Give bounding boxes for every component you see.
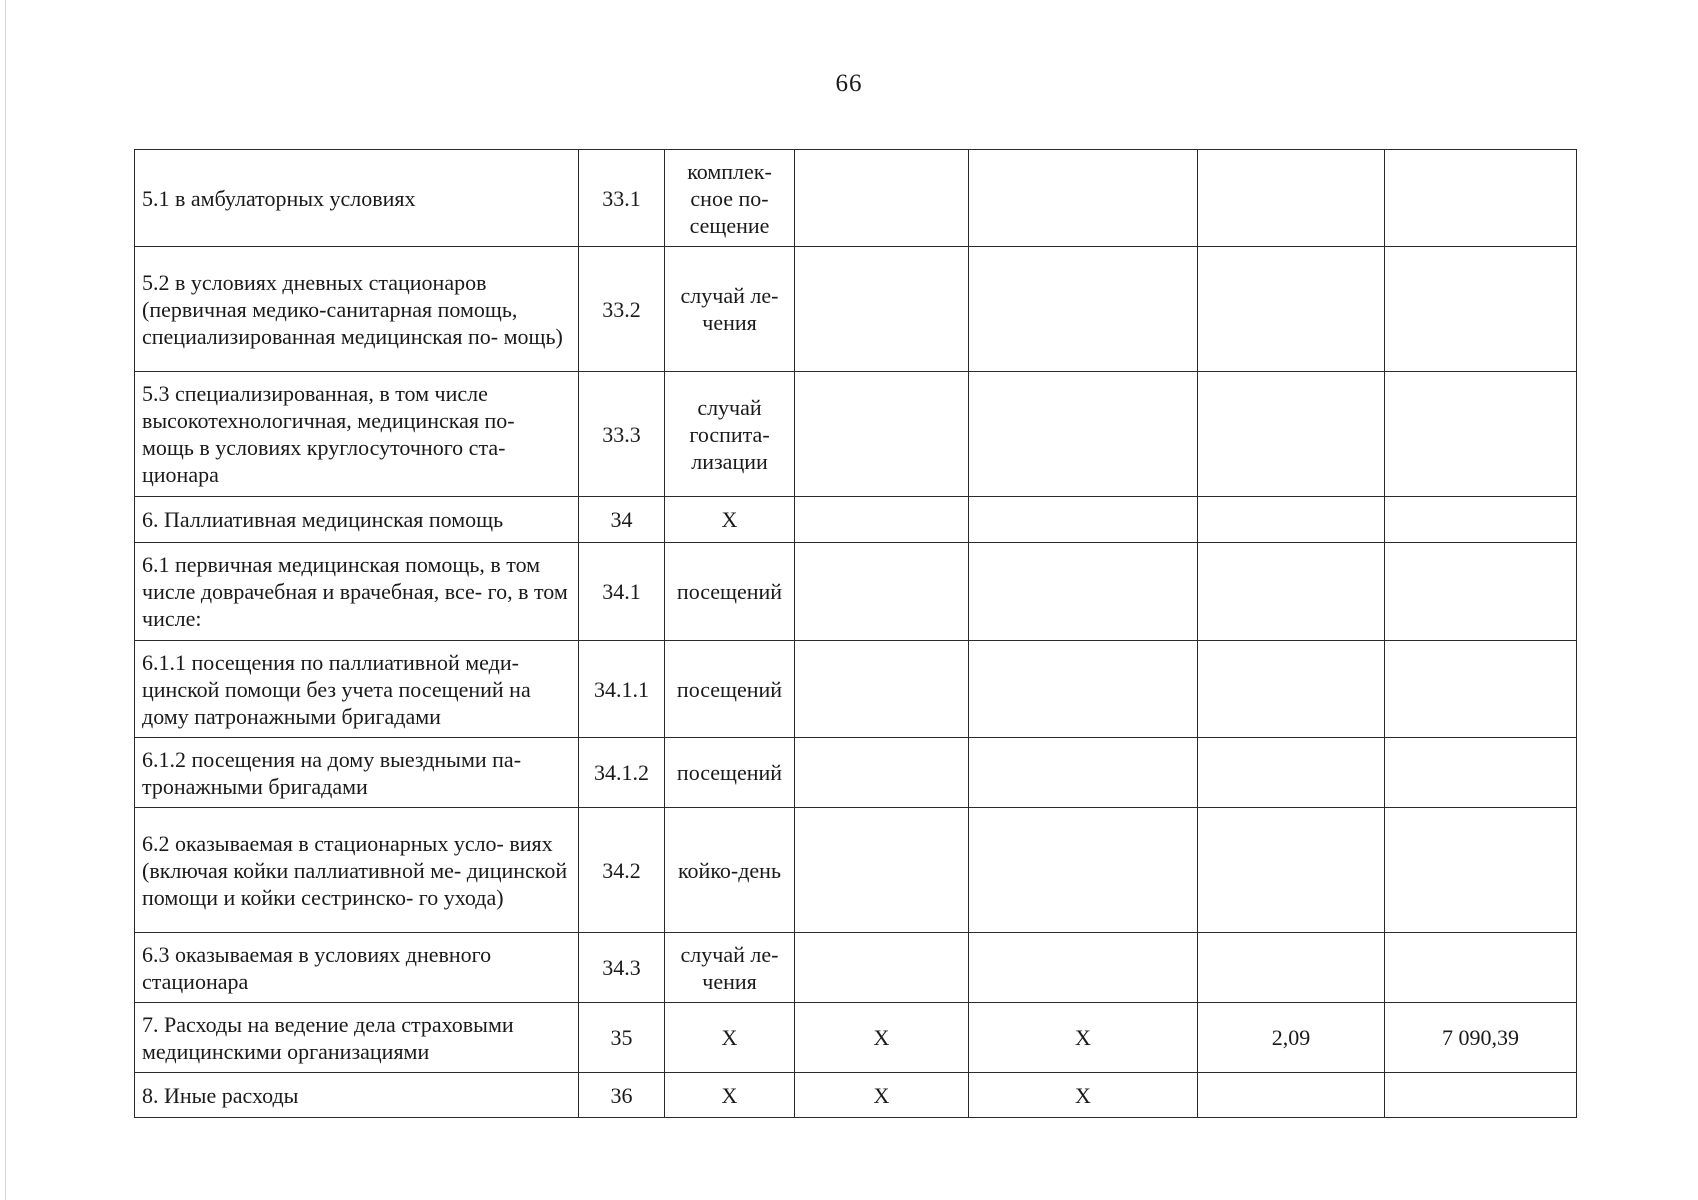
row-unit-cell: койко-день <box>665 808 795 933</box>
row-value-3-cell <box>1198 247 1385 372</box>
row-value-3-cell <box>1198 641 1385 738</box>
table-row <box>135 933 1577 1003</box>
row-value-2-cell <box>969 641 1198 738</box>
row-value-3-cell <box>1198 497 1385 543</box>
row-value-2-cell <box>969 933 1198 1003</box>
row-code-cell: 33.2 <box>579 247 665 372</box>
row-value-3-cell <box>1198 933 1385 1003</box>
row-name-cell: 5.1 в амбулаторных условиях <box>135 150 579 247</box>
row-code-cell: 34 <box>579 497 665 543</box>
row-value-2-cell <box>969 150 1198 247</box>
row-code-cell: 34.1.1 <box>579 641 665 738</box>
row-unit-cell: X <box>665 497 795 543</box>
row-value-4-cell <box>1385 738 1577 808</box>
scan-edge-line <box>5 0 6 1200</box>
row-unit-cell: комплек- сное по- сещение <box>665 150 795 247</box>
table-row <box>135 543 1577 641</box>
table-row <box>135 150 1577 247</box>
row-name-cell: 8. Иные расходы <box>135 1073 579 1118</box>
row-value-3-cell <box>1198 150 1385 247</box>
row-unit-cell: посещений <box>665 738 795 808</box>
row-name-cell: 6.2 оказываемая в стационарных усло- виях (включая койки паллиативной ме- дицинской помощи и койки сестринско- го ухода) <box>135 808 579 933</box>
table-row <box>135 641 1577 738</box>
row-value-4-cell <box>1385 1073 1577 1118</box>
table-row <box>135 738 1577 808</box>
row-code-cell: 34.3 <box>579 933 665 1003</box>
row-value-3-cell: 2,09 <box>1198 1003 1385 1073</box>
row-value-2-cell <box>969 543 1198 641</box>
row-unit-cell: случай ле- чения <box>665 247 795 372</box>
row-value-3-cell <box>1198 738 1385 808</box>
row-value-3-cell <box>1198 808 1385 933</box>
row-unit-cell: X <box>665 1003 795 1073</box>
row-code-cell: 33.3 <box>579 372 665 497</box>
row-code-cell: 35 <box>579 1003 665 1073</box>
row-code-cell: 33.1 <box>579 150 665 247</box>
row-value-2-cell <box>969 372 1198 497</box>
table-row <box>135 1003 1577 1073</box>
row-value-1-cell <box>795 808 969 933</box>
row-name-cell: 6.1.1 посещения по паллиативной меди- цинской помощи без учета посещений на дому патронажными бригадами <box>135 641 579 738</box>
row-value-1-cell <box>795 543 969 641</box>
row-value-4-cell <box>1385 808 1577 933</box>
row-value-4-cell <box>1385 150 1577 247</box>
table-row <box>135 372 1577 497</box>
row-value-1-cell <box>795 372 969 497</box>
row-value-1-cell <box>795 738 969 808</box>
row-value-4-cell <box>1385 247 1577 372</box>
row-code-cell: 34.1 <box>579 543 665 641</box>
row-value-2-cell: X <box>969 1003 1198 1073</box>
row-value-1-cell: X <box>795 1073 969 1118</box>
row-value-1-cell <box>795 247 969 372</box>
row-name-cell: 5.3 специализированная, в том числе высокотехнологичная, медицинская по- мощь в условиях круглосуточного ста- ционара <box>135 372 579 497</box>
row-value-2-cell <box>969 497 1198 543</box>
row-name-cell: 6.1 первичная медицинская помощь, в том числе доврачебная и врачебная, все- го, в том числе: <box>135 543 579 641</box>
row-value-4-cell: 7 090,39 <box>1385 1003 1577 1073</box>
row-unit-cell: посещений <box>665 543 795 641</box>
table-row <box>135 1073 1577 1118</box>
row-value-1-cell: X <box>795 1003 969 1073</box>
data-table <box>134 149 1577 1118</box>
row-code-cell: 36 <box>579 1073 665 1118</box>
row-name-cell: 5.2 в условиях дневных стационаров (первичная медико-санитарная помощь, специализированная медицинская по- мощь) <box>135 247 579 372</box>
row-value-3-cell <box>1198 372 1385 497</box>
row-unit-cell: посещений <box>665 641 795 738</box>
row-name-cell: 6.1.2 посещения на дому выездными па- тронажными бригадами <box>135 738 579 808</box>
row-value-2-cell: X <box>969 1073 1198 1118</box>
row-value-1-cell <box>795 150 969 247</box>
row-name-cell: 6. Паллиативная медицинская помощь <box>135 497 579 543</box>
row-name-cell: 6.3 оказываемая в условиях дневного стационара <box>135 933 579 1003</box>
row-value-1-cell <box>795 933 969 1003</box>
row-value-2-cell <box>969 808 1198 933</box>
row-name-cell: 7. Расходы на ведение дела страховыми медицинскими организациями <box>135 1003 579 1073</box>
row-code-cell: 34.2 <box>579 808 665 933</box>
row-value-4-cell <box>1385 372 1577 497</box>
row-value-1-cell <box>795 641 969 738</box>
table-row <box>135 808 1577 933</box>
row-code-cell: 34.1.2 <box>579 738 665 808</box>
row-value-4-cell <box>1385 497 1577 543</box>
table-row <box>135 497 1577 543</box>
row-value-4-cell <box>1385 933 1577 1003</box>
row-value-2-cell <box>969 247 1198 372</box>
row-unit-cell: случай ле- чения <box>665 933 795 1003</box>
row-value-4-cell <box>1385 543 1577 641</box>
row-unit-cell: случай госпита- лизации <box>665 372 795 497</box>
row-value-3-cell <box>1198 1073 1385 1118</box>
row-value-3-cell <box>1198 543 1385 641</box>
row-value-1-cell <box>795 497 969 543</box>
row-value-4-cell <box>1385 641 1577 738</box>
row-value-2-cell <box>969 738 1198 808</box>
table-row <box>135 247 1577 372</box>
row-unit-cell: X <box>665 1073 795 1118</box>
page-number: 66 <box>835 70 863 97</box>
